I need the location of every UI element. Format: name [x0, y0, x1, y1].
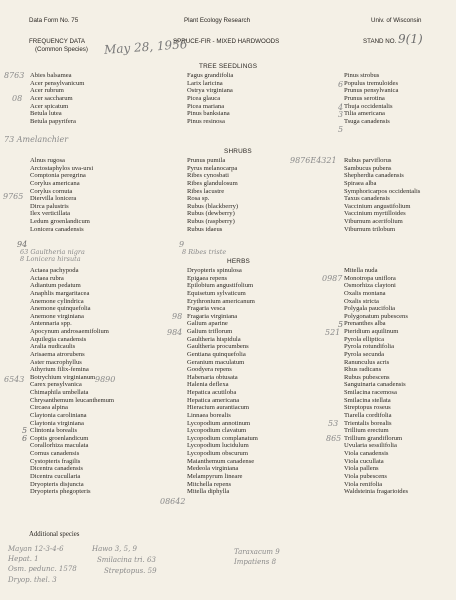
species-item: Dicentra canadensis — [30, 465, 83, 473]
handwritten-note: 8 Lonicera hirsuta — [20, 255, 81, 263]
species-item: Fragaria virginiana — [187, 312, 238, 320]
section-shrubs: SHRUBS — [224, 148, 252, 155]
species-item: Aster macrophyllus — [30, 358, 82, 366]
species-item: Prenanthes alba — [344, 320, 386, 328]
additional-note: Smilacina tri. 63 — [97, 556, 156, 564]
species-item: Smilacina stellata — [344, 396, 391, 404]
species-item: Sambucus pubens — [344, 164, 392, 172]
species-item: Epigaea repens — [187, 274, 228, 282]
species-item: Sanguinaria canadensis — [344, 381, 406, 389]
species-item: Geranium maculatum — [187, 358, 245, 366]
forest-type: SPRUCE-FIR - MIXED HARDWOODS — [173, 38, 280, 45]
species-item: Hepatica americana — [187, 396, 240, 404]
species-item: Linnaea borealis — [187, 411, 231, 419]
species-item: Erythronium americanum — [187, 297, 255, 305]
species-item: Lycopodium annotinum — [187, 419, 251, 427]
species-item: Pteridium aquilinum — [344, 328, 399, 335]
additional-note: Mayan 12-3-4-6 — [8, 545, 64, 553]
handwritten-mark: 521 — [325, 328, 341, 337]
handwritten-note: 8 Ribes triste — [182, 248, 227, 256]
species-item: Trillium erectum — [344, 427, 389, 435]
university: Univ. of Wisconsin — [371, 17, 422, 24]
species-item: Picea mariana — [187, 102, 225, 110]
species-item: Rubus (blackberry) — [187, 202, 239, 210]
species-item: Pyrola rotundifolia — [344, 343, 394, 351]
species-item: Actaea pachypoda — [30, 267, 79, 274]
handwritten-date: May 28, 1956 — [103, 37, 188, 57]
handwritten-mark: 3 — [338, 110, 344, 119]
species-item: Ilex verticillata — [30, 210, 71, 218]
organization: Plant Ecology Research — [184, 17, 251, 24]
species-item: Betula lutea — [30, 110, 62, 118]
species-item: Dryopteris disjuncta — [30, 480, 84, 488]
species-item: Rubus pubescens — [344, 373, 390, 381]
species-item: Arctostaphylos uva-ursi — [30, 164, 94, 172]
species-item: Dryopteris spinulosa — [187, 267, 242, 274]
species-item: Hieracium aurantiacum — [187, 404, 250, 412]
species-item: Prunus pensylvanica — [344, 87, 399, 95]
species-item: Waldsteinia fragarioides — [344, 488, 409, 496]
species-item: Comptonia peregrina — [30, 172, 86, 180]
species-item: Chimaphila umbellata — [30, 389, 89, 396]
species-item: Adiantum pedatum — [30, 282, 81, 290]
species-item: Streptopus roseus — [344, 404, 391, 412]
species-item: Prunus serotina — [344, 94, 385, 102]
frequency-title: FREQUENCY DATA — [29, 38, 86, 45]
species-item: Pinus banksiana — [187, 110, 230, 118]
species-item: Tiarella cordifolia — [344, 411, 392, 419]
species-item: Apocynum androsaemifolium — [30, 328, 109, 335]
additional-note: Hepat. 1 — [8, 555, 39, 563]
species-item: Gaultheria hispidula — [187, 335, 241, 343]
species-item: Betula papyrifera — [30, 117, 76, 125]
species-item: Oxalis montana — [344, 289, 386, 297]
species-item: Lycopodium complanatum — [187, 434, 258, 442]
species-item: Pyrola elliptica — [344, 335, 385, 343]
species-item: Osmorhiza claytoni — [344, 282, 396, 290]
handwritten-mark: 5 — [338, 320, 344, 329]
species-item: Pyrus melanocarpa — [187, 164, 238, 172]
handwritten-mark: 6543 — [4, 375, 25, 384]
species-item: Acer pensylvanicum — [30, 79, 85, 87]
species-item: Coptis groenlandicum — [30, 434, 89, 442]
species-item: Epilobium angustifolium — [187, 282, 254, 290]
species-item: Aquilegia canadensis — [30, 335, 87, 343]
species-item: Tilia americana — [344, 110, 385, 118]
species-item: Ribes cynosbati — [187, 172, 229, 180]
species-item: Oxalis stricta — [344, 297, 379, 305]
species-item: Diervilla lonicera — [30, 195, 77, 203]
species-item: Medeola virginiana — [187, 465, 239, 473]
species-item: Claytonia caroliniana — [30, 411, 87, 419]
species-item: Ostrya virginiana — [187, 87, 233, 95]
species-item: Pyrola secunda — [344, 350, 385, 358]
species-item: Spiraea alba — [344, 179, 377, 187]
species-item: Galium triflorum — [187, 328, 233, 335]
handwritten-mark: 5 — [22, 426, 28, 435]
species-item: Gentiana quinquefolia — [187, 350, 246, 358]
species-item: Lonicera canadensis — [30, 225, 84, 233]
handwritten-mark: 9765 — [3, 192, 24, 201]
handwritten-mark: 6 — [22, 434, 28, 443]
species-item: Melampyrum lineare — [187, 472, 243, 480]
species-item: Larix laricina — [187, 79, 223, 87]
species-item: Ranunculus acris — [344, 358, 390, 366]
species-item: Prunus pumila — [187, 157, 226, 164]
additional-note: Impatiens 8 — [234, 558, 277, 566]
species-item: Dryopteris phegopteris — [30, 488, 91, 496]
species-item: Trillium grandiflorum — [344, 434, 403, 442]
species-item: Trientalis borealis — [344, 419, 392, 427]
species-item: Galium aparine — [187, 320, 228, 328]
herbs-col2 — [187, 267, 258, 496]
species-item: Hepatica acutiloba — [187, 389, 237, 396]
species-item: Cystopteris fragilis — [30, 457, 81, 465]
additional-species-label: Additional species — [29, 531, 80, 538]
species-item: Rhus radicans — [344, 366, 382, 374]
species-item: Symphoricarpos occidentalis — [344, 187, 421, 195]
species-item: Acer saccharum — [30, 94, 73, 102]
handwritten-mark: 9890 — [95, 375, 116, 384]
herbs-col3 — [344, 267, 408, 496]
additional-note: Streptopus. 59 — [104, 567, 157, 575]
species-item: Athyrium filix-femina — [30, 366, 89, 374]
additional-note: Osm. pedunc. 1578 — [8, 565, 77, 573]
handwritten-mark: 9 — [179, 240, 185, 249]
species-item: Anaphlis margaritacea — [30, 289, 90, 297]
species-item: Abies balsamea — [30, 72, 72, 79]
species-item: Pinus resinosa — [187, 117, 225, 125]
species-item: Anemone virginiana — [30, 312, 84, 320]
species-item: Cornus canadensis — [30, 450, 80, 457]
species-item: Polygonatum pubescens — [344, 312, 408, 320]
species-item: Viola pallens — [344, 465, 379, 473]
handwritten-note: 63 Gaultheria nigra — [20, 248, 85, 256]
tree-seedlings-col3 — [344, 72, 398, 125]
species-item: Arisaema atrorubens — [30, 350, 85, 358]
species-item: Corallorhiza maculata — [30, 442, 89, 450]
species-item: Acer rubrum — [30, 87, 64, 95]
handwritten-mark: 5 — [338, 125, 344, 134]
species-item: Viburnum trilobum — [344, 225, 396, 233]
species-item: Picea glauca — [187, 94, 221, 102]
species-item: Botrychium virginianum — [30, 373, 96, 381]
species-item: Viola renifolia — [344, 480, 383, 488]
species-item: Alnus rugosa — [30, 157, 65, 164]
species-item: Habenaria obtusata — [187, 373, 238, 381]
additional-note: Hawo 3, 5, 9 — [92, 545, 137, 553]
species-item: Gaultheria procumbens — [187, 343, 249, 351]
species-item: Monotropa uniflora — [344, 274, 396, 282]
section-herbs: HERBS — [227, 258, 251, 265]
handwritten-mark: 53 — [328, 419, 339, 428]
species-item: Fragaria vesca — [187, 305, 226, 313]
species-item: Mitella diphylla — [187, 488, 230, 496]
species-item: Circaea alpina — [30, 404, 68, 412]
handwritten-stand-number: 9(1) — [398, 32, 423, 46]
species-item: Anemone quinquefolia — [30, 305, 91, 313]
species-item: Vaccinium angustifolium — [344, 202, 411, 210]
species-item: Ledum groenlandicum — [30, 218, 90, 225]
species-item: Dirca palustris — [30, 202, 69, 210]
species-item: Fagus grandifolia — [187, 72, 234, 79]
species-item: Mitchella repens — [187, 480, 232, 488]
species-item: Populus tremuloides — [344, 79, 399, 87]
species-item: Antennaria spp. — [30, 320, 72, 328]
species-item: Pinus strobus — [344, 72, 380, 79]
species-item: Rubus parviflorus — [344, 157, 392, 164]
species-item: Actaea rubra — [30, 274, 64, 282]
frequency-subtitle: (Common Species) — [35, 46, 88, 53]
species-item: Polygala paucifolia — [344, 305, 396, 313]
form-number: Data Form No. 75 — [29, 17, 79, 24]
handwritten-mark: 73 Amelanchier — [4, 135, 69, 144]
species-item: Rosa sp. — [187, 195, 210, 203]
stand-label: STAND NO. — [363, 38, 397, 45]
handwritten-mark: 984 — [167, 328, 183, 337]
species-item: Rubus (raspberry) — [187, 218, 235, 225]
handwritten-mark: 6 — [338, 80, 344, 89]
handwritten-mark: 98 — [172, 312, 183, 321]
tree-seedlings-col1 — [30, 72, 84, 125]
species-item: Uvularia sessilifolia — [344, 442, 397, 450]
species-item: Taxus canadensis — [344, 195, 390, 203]
species-item: Aralia nudicaulis — [30, 343, 76, 351]
additional-note: Taraxacum 9 — [234, 548, 280, 556]
shrubs-col2 — [187, 157, 238, 233]
species-item: Rubus (dewberry) — [187, 210, 235, 218]
species-item: Claytonia virginiana — [30, 419, 84, 427]
species-item: Clintonia borealis — [30, 427, 78, 435]
additional-note: Dryop. thel. 3 — [8, 576, 57, 584]
handwritten-mark: 4 — [338, 103, 344, 112]
species-item: Ribes lacustre — [187, 187, 225, 195]
species-item: Mitella nuda — [344, 267, 378, 274]
species-item: Viola canadensis — [344, 450, 389, 457]
species-item: Viburnum acerifolium — [344, 218, 403, 225]
species-item: Equisetum sylvaticum — [187, 289, 246, 297]
species-item: Anemone cylindrica — [30, 297, 84, 305]
handwritten-mark: 94 — [17, 240, 28, 249]
species-item: Rubus idaeus — [187, 225, 223, 233]
species-item: Corylus americana — [30, 179, 80, 187]
species-item: Tsuga canadensis — [344, 117, 390, 125]
species-item: Dicentra cucullaria — [30, 472, 81, 480]
species-item: Lycopodium obscurum — [187, 450, 248, 457]
species-item: Carex pensylvanica — [30, 381, 82, 389]
species-item: Smilacina racemosa — [344, 389, 397, 396]
handwritten-mark: 8763 — [4, 71, 25, 80]
species-item: Acer spicatum — [30, 102, 69, 110]
shrubs-col1 — [30, 157, 93, 233]
handwritten-mark: 08 — [12, 94, 23, 103]
species-item: Lycopodium clavatum — [187, 427, 247, 435]
species-item: Ribes glandulosum — [187, 179, 238, 187]
species-item: Chrysanthemum leucanthemum — [30, 396, 115, 404]
species-item: Maianthemum canadense — [187, 457, 255, 465]
species-item: Viola cucullata — [344, 457, 384, 465]
shrubs-col3 — [344, 157, 420, 233]
section-tree-seedlings: TREE SEEDLINGS — [199, 63, 258, 70]
species-item: Halenia deflexa — [187, 381, 229, 389]
handwritten-mark: 865 — [326, 434, 342, 443]
species-item: Thuja occidentalis — [344, 102, 393, 110]
handwritten-mark: 9876E4321 — [290, 156, 337, 165]
species-item: Shepherdia canadensis — [344, 172, 404, 180]
species-item: Viola pubescens — [344, 472, 388, 480]
species-item: Vaccinium myrtilloides — [344, 210, 406, 218]
species-item: Goodyera repens — [187, 366, 232, 374]
handwritten-mark: 08642 — [160, 497, 186, 506]
species-item: Corylus cornuta — [30, 187, 73, 195]
handwritten-mark: 0987 — [322, 274, 343, 283]
species-item: Lycopodium lucidulum — [187, 442, 249, 450]
tree-seedlings-col2 — [187, 72, 233, 125]
